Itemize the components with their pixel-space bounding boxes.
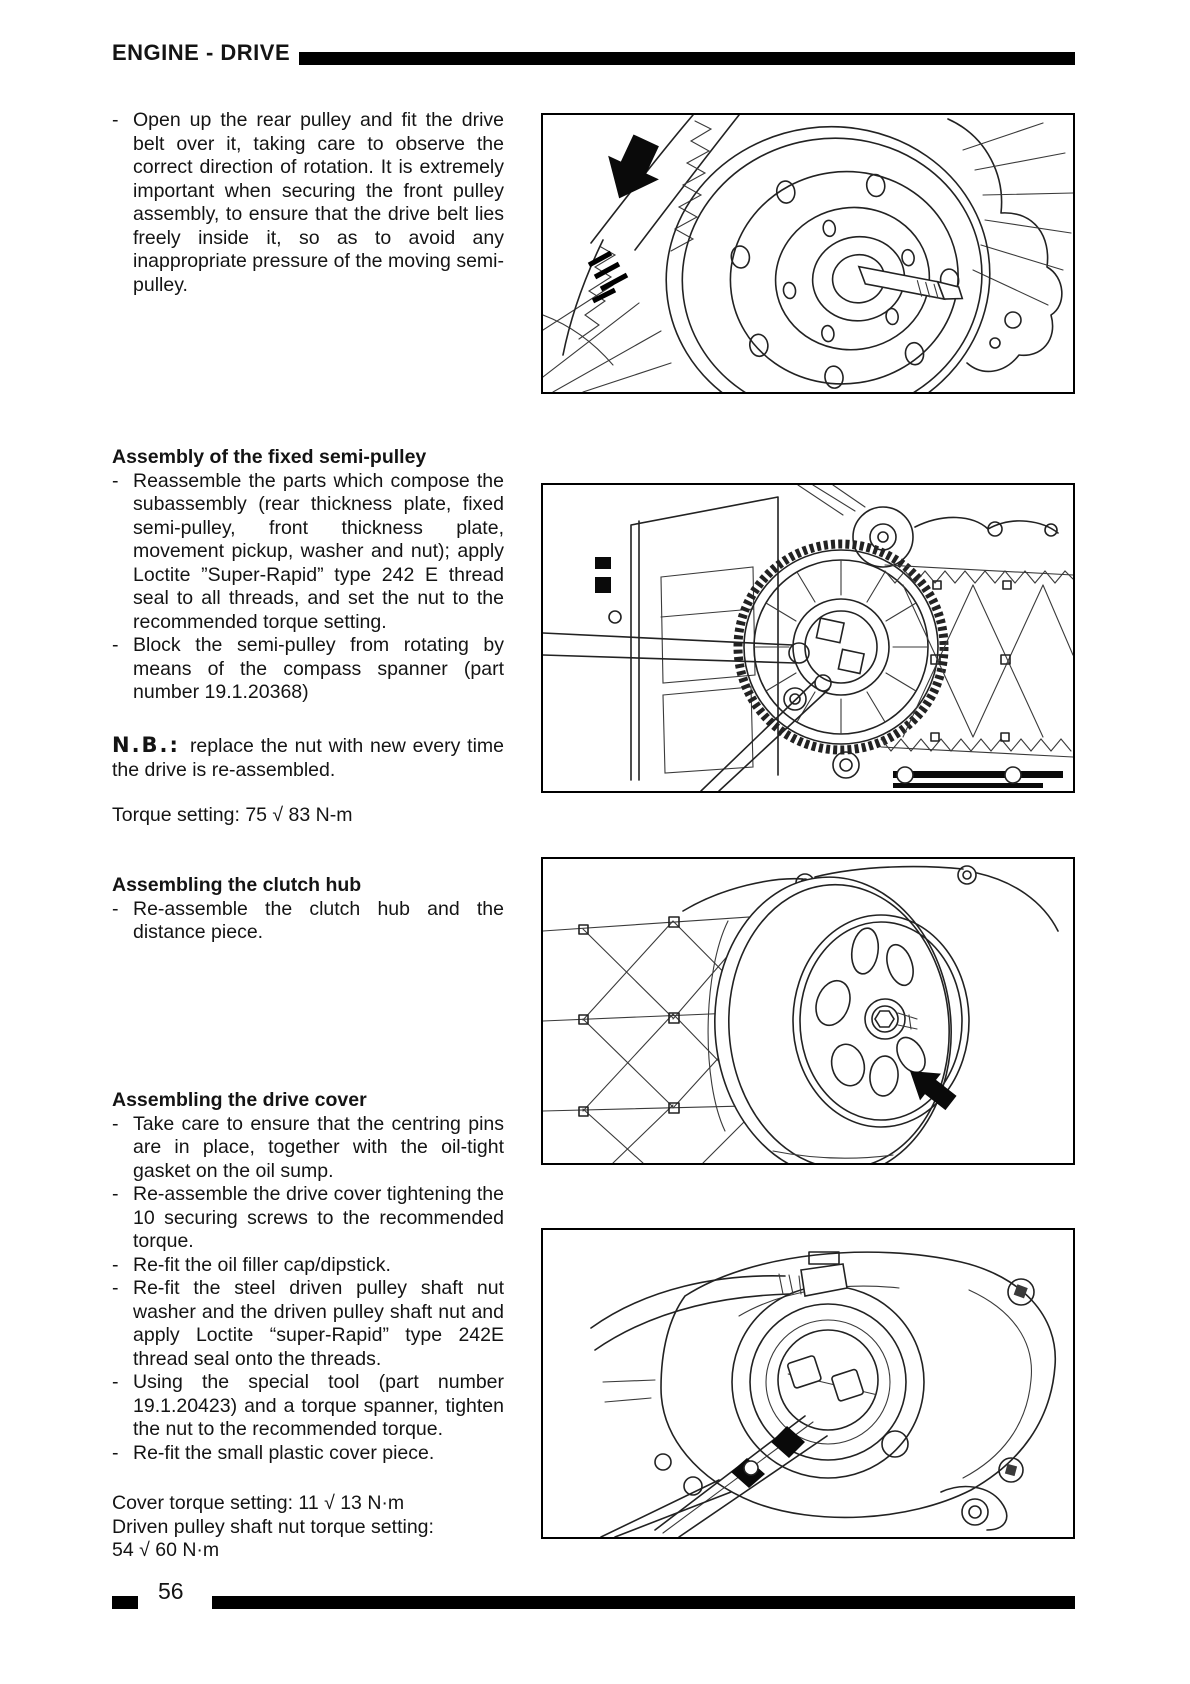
bullet-dash: -: [112, 1277, 119, 1299]
drive-cover-step-2: Re-assemble the drive cover tightening the 10 securing screws to the recommended torque.: [133, 1183, 504, 1252]
torque-setting-fixed: Torque setting: 75 √ 83 N-m: [112, 804, 353, 826]
fixed-semi-pulley-section: [112, 446, 504, 705]
intro-text: Open up the rear pulley and fit the drive belt over it, taking care to observe the correct direction of rotation. It is extremely important when securing the front pulley assembly, to ensure that the drive belt lies freely inside it, so as to avoid any inappropriate pressure of the moving semi-pulley.: [133, 109, 504, 296]
list-item: [112, 470, 504, 635]
bullet-dash: -: [112, 1253, 119, 1276]
bullet-dash: -: [112, 1112, 119, 1135]
drive-cover-step-4: Re-fit the steel driven pulley shaft nut washer and the driven pulley shaft nut and apply Loctite “super-Rapid” type 242E thread seal onto the threads.: [133, 1277, 504, 1370]
page-title: ENGINE - DRIVE: [112, 40, 291, 65]
note-text: replace the nut with new every time the drive is re-assembled.: [112, 735, 504, 781]
footer-rule: [212, 1596, 1075, 1609]
bullet-dash: -: [112, 897, 119, 920]
bullet-dash: -: [112, 109, 119, 131]
fixed-semi-pulley-step-2: Block the semi-pulley from rotating by means of the compass spanner (part number 19.1.20368): [133, 634, 504, 703]
clutch-hub-step-1: Re-assemble the clutch hub and the distance piece.: [133, 897, 504, 943]
figure-fixed-semi-pulley-spanner: [541, 483, 1075, 793]
torque-settings-cover: [112, 1492, 504, 1563]
page-number: 56: [158, 1578, 184, 1604]
bullet-dash: -: [112, 1371, 119, 1393]
footer-square: [112, 1596, 138, 1609]
figure-drive-cover-tool: [541, 1228, 1075, 1539]
figure-clutch-hub: [541, 857, 1075, 1165]
drive-cover-step-5: Using the special tool (part number 19.1.20423) and a torque spanner, tighten the nut to the recommended torque.: [133, 1371, 504, 1440]
fixed-semi-pulley-step-1: Reassemble the parts which compose the subassembly (rear thickness plate, fixed semi-pulley, front thickness plate, movement pickup, washer and nut); apply Loctite ”Super-Rapid” type 242 E thread seal to all threads, and set the nut to the recommended torque setting.: [133, 469, 504, 633]
rear-pulley-belt-illustration: [543, 115, 1073, 392]
bullet-dash: -: [112, 634, 119, 656]
list-item: [112, 1183, 504, 1254]
list-item: [112, 1113, 504, 1184]
list-item: [112, 1277, 504, 1371]
list-item: [112, 1442, 504, 1466]
cover-torque-line: Cover torque setting: 11 √ 13 N·m: [112, 1492, 405, 1514]
section-heading-drive-cover: Assembling the drive cover: [112, 1089, 367, 1111]
drive-cover-step-6: Re-fit the small plastic cover piece.: [133, 1441, 435, 1464]
bullet-dash: -: [112, 1441, 119, 1464]
section-heading-clutch-hub: Assembling the clutch hub: [112, 874, 362, 896]
fixed-semi-pulley-illustration: [543, 485, 1073, 791]
drive-cover-step-3: Re-fit the oil filler cap/dipstick.: [133, 1253, 391, 1276]
figure-rear-pulley-belt: [541, 113, 1075, 394]
drive-cover-step-1: Take care to ensure that the centring pins are in place, together with the oil-tight gasket on the oil sump.: [133, 1112, 504, 1182]
bullet-dash: -: [112, 469, 119, 492]
header-rule: [299, 52, 1075, 65]
list-item: [112, 898, 504, 945]
note-label: N.B.:: [112, 733, 180, 757]
list-item: [112, 1371, 504, 1442]
list-item: [112, 1254, 504, 1278]
drive-cover-illustration: [543, 1230, 1073, 1537]
intro-section: [112, 109, 504, 297]
list-item: [112, 109, 504, 297]
list-item: [112, 634, 504, 705]
clutch-hub-illustration: [543, 859, 1073, 1163]
section-heading-fixed-semi-pulley: Assembly of the fixed semi-pulley: [112, 446, 427, 468]
driven-pulley-torque-line: Driven pulley shaft nut torque setting:: [112, 1515, 434, 1538]
clutch-hub-section: [112, 874, 504, 945]
bullet-dash: -: [112, 1183, 119, 1205]
note-block: [112, 734, 504, 782]
drive-cover-section: [112, 1089, 504, 1465]
driven-pulley-torque-value: 54 √ 60 N·m: [112, 1539, 220, 1561]
